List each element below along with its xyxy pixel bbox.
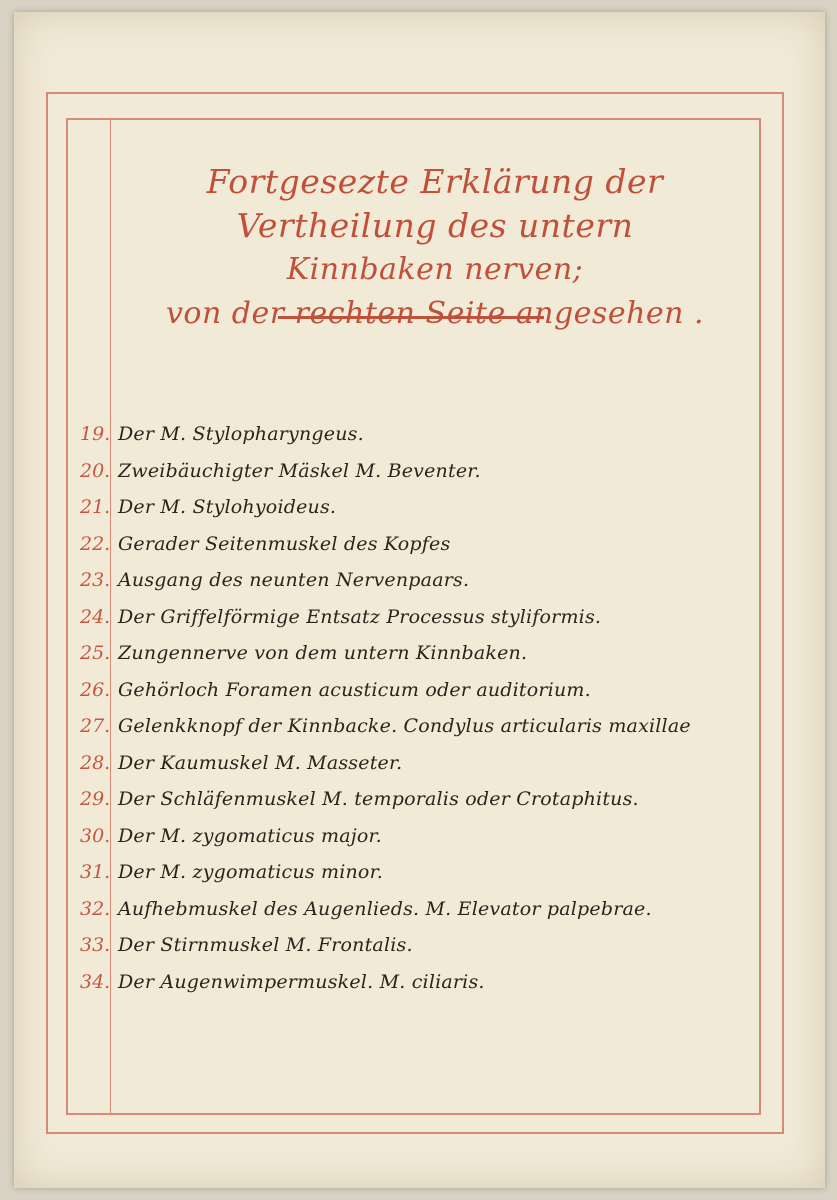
list-item <box>80 672 740 709</box>
list-item <box>80 708 740 745</box>
item-text: Ausgang des neunten Nervenpaars. <box>118 569 470 592</box>
item-number: 29. <box>80 788 111 811</box>
item-number: 20. <box>80 459 111 482</box>
list-item <box>80 453 740 490</box>
item-number: 23. <box>80 569 111 592</box>
item-number: 27. <box>80 715 111 738</box>
item-number: 26. <box>80 678 111 701</box>
item-number: 21. <box>80 496 111 519</box>
item-text: Aufhebmuskel des Augenlieds. M. Elevator palpebrae. <box>118 897 652 920</box>
item-text: Zweibäuchigter Mäskel M. Beventer. <box>118 459 481 482</box>
list-item <box>80 635 740 672</box>
list-item <box>80 781 740 818</box>
item-number: 32. <box>80 897 111 920</box>
title-line-3: von der rechten Seite angesehen . <box>165 296 705 331</box>
list-item <box>80 927 740 964</box>
item-number: 28. <box>80 751 111 774</box>
list-item <box>80 745 740 782</box>
title-line-1: Fortgesezte Erklärung der Vertheilung des untern <box>206 162 664 245</box>
item-number: 33. <box>80 934 111 957</box>
title-underline <box>278 316 544 319</box>
list-item <box>80 854 740 891</box>
item-number: 19. <box>80 423 111 446</box>
legend-list <box>80 416 740 1000</box>
item-text: Der Kaumuskel M. Masseter. <box>118 751 403 774</box>
item-text: Gerader Seitenmuskel des Kopfes <box>118 532 451 555</box>
item-number: 34. <box>80 970 111 993</box>
item-text: Zungennerve von dem untern Kinnbaken. <box>118 642 528 665</box>
item-text: Der Schläfenmuskel M. temporalis oder Crotaphitus. <box>118 788 639 811</box>
item-number: 25. <box>80 642 111 665</box>
page-title <box>110 160 760 336</box>
list-item <box>80 964 740 1001</box>
list-item <box>80 818 740 855</box>
list-item <box>80 526 740 563</box>
list-item <box>80 562 740 599</box>
item-text: Gehörloch Foramen acusticum oder auditorium. <box>118 678 591 701</box>
item-text: Der Griffelförmige Entsatz Processus styliformis. <box>118 605 602 628</box>
item-number: 22. <box>80 532 111 555</box>
item-number: 31. <box>80 861 111 884</box>
item-text: Der Stirnmuskel M. Frontalis. <box>118 934 413 957</box>
title-line-2: Kinnbaken nerven; <box>286 252 584 287</box>
list-item <box>80 416 740 453</box>
item-text: Der M. zygomaticus major. <box>118 824 382 847</box>
item-text: Der M. Stylohyoideus. <box>118 496 337 519</box>
item-number: 30. <box>80 824 111 847</box>
item-number: 24. <box>80 605 111 628</box>
item-text: Gelenkknopf der Kinnbacke. Condylus articularis maxillae <box>118 715 691 738</box>
list-item <box>80 599 740 636</box>
list-item <box>80 891 740 928</box>
item-text: Der Augenwimpermuskel. M. ciliaris. <box>118 970 485 993</box>
item-text: Der M. zygomaticus minor. <box>118 861 384 884</box>
list-item <box>80 489 740 526</box>
item-text: Der M. Stylopharyngeus. <box>118 423 364 446</box>
